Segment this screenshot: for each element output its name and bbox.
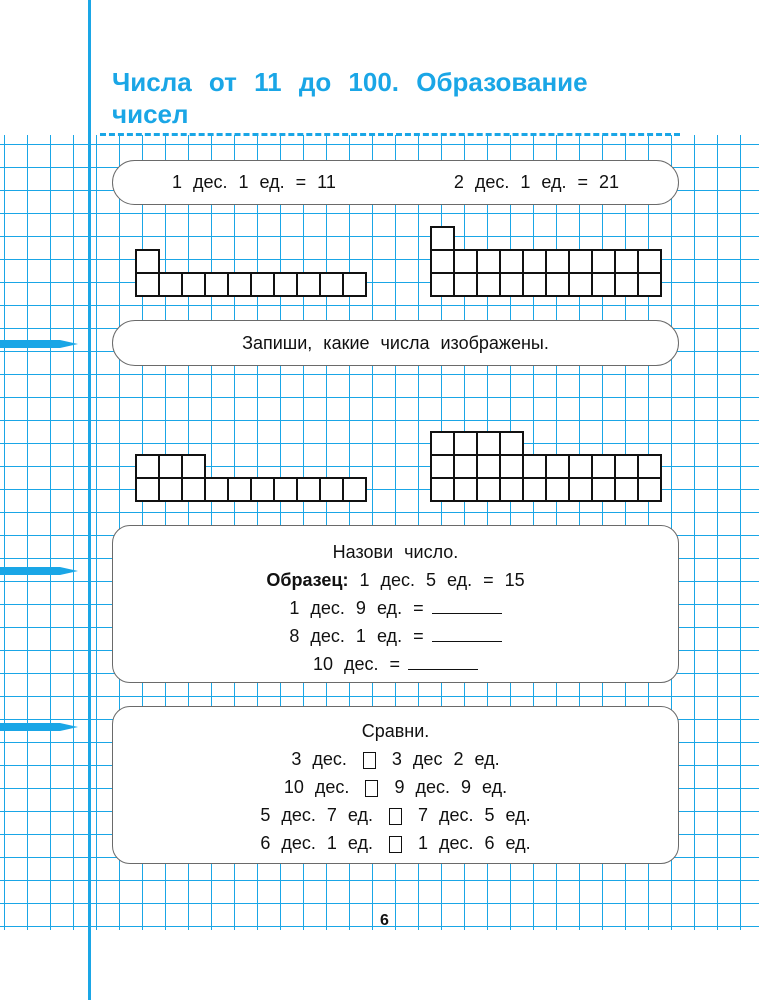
compare-row-4 [260,829,530,857]
ten-block-cell [159,273,182,296]
ten-block-cell [343,273,366,296]
one-block-cell [454,432,477,455]
answer-blank[interactable] [408,653,478,670]
ten-block-cell [477,455,500,478]
ten-block-cell [638,273,661,296]
ten-block-cell [228,273,251,296]
ten-block-cell [638,455,661,478]
ten-block-cell [182,478,205,501]
ten-block-cell [523,273,546,296]
title-separator [100,133,680,136]
ten-block-cell [343,478,366,501]
one-block-cell [159,455,182,478]
compare-box[interactable] [389,836,402,853]
one-block-cell [431,227,454,250]
task2-sample [266,566,524,594]
ten-block-cell [274,478,297,501]
block-figure-1 [135,249,365,297]
ten-block-cell [615,478,638,501]
ten-block-cell [454,250,477,273]
task2-heading: Назови число. [332,542,459,562]
task2-box [112,525,679,683]
ten-block-cell [136,273,159,296]
ten-block-cell [569,250,592,273]
task2-item-1 [289,594,501,622]
one-block-cell [477,432,500,455]
ten-block-cell [136,478,159,501]
example-box [112,160,679,205]
task2-item-3-text: 10 дес. = [312,654,401,674]
ten-block-cell [592,250,615,273]
ten-block-cell [546,250,569,273]
block-figure-4 [430,431,660,502]
ten-block-cell [477,250,500,273]
ten-block-cell [569,273,592,296]
ten-block-cell [615,250,638,273]
compare-left: 5 дес. 7 ед. [260,805,373,825]
ten-block-cell [500,455,523,478]
ten-block-cell [477,273,500,296]
ten-block-cell [546,478,569,501]
page-number: 6 [380,912,389,929]
pencil-arrow-icon [0,337,78,351]
ten-block-cell [638,478,661,501]
ten-block-cell [431,250,454,273]
page-title: Числа от 11 до 100. Образование чисел [112,67,588,129]
one-block-cell [431,432,454,455]
ten-block-cell [454,455,477,478]
one-block-cell [500,432,523,455]
block-figure-3 [135,454,365,502]
one-block-cell [136,455,159,478]
example-right: 2 дес. 1 ед. = 21 [453,172,620,192]
ten-block-cell [523,478,546,501]
ten-block-cell [228,478,251,501]
block-figure-2 [430,226,660,297]
ten-block-cell [500,250,523,273]
ten-block-cell [546,273,569,296]
ten-block-cell [546,455,569,478]
ten-block-cell [297,478,320,501]
ten-block-cell [500,273,523,296]
margin-line [88,0,91,1000]
task2-item-2 [289,622,501,650]
compare-box[interactable] [389,808,402,825]
example-left: 1 дес. 1 ед. = 11 [171,172,336,192]
answer-blank[interactable] [432,597,502,614]
compare-left: 10 дес. [283,777,350,797]
ten-block-cell [592,455,615,478]
ten-block-cell [569,455,592,478]
one-block-cell [182,455,205,478]
task2-item-2-text: 8 дес. 1 ед. = [289,626,424,646]
task3-box [112,706,679,864]
compare-right: 1 дес. 6 ед. [418,833,531,853]
ten-block-cell [569,478,592,501]
ten-block-cell [205,478,228,501]
compare-box[interactable] [363,752,376,769]
ten-block-cell [297,273,320,296]
ten-block-cell [205,273,228,296]
ten-block-cell [477,478,500,501]
ten-block-cell [431,455,454,478]
pencil-arrow-icon [0,720,78,734]
compare-right: 9 дес. 9 ед. [394,777,508,797]
ten-block-cell [251,478,274,501]
task2-item-3 [313,650,478,678]
ten-block-cell [500,478,523,501]
ten-block-cell [638,250,661,273]
task2-sample-label: Образец: [266,570,349,590]
compare-row-2 [284,773,507,801]
task1-instruction: Запиши, какие числа изображены. [242,332,549,353]
ten-block-cell [431,478,454,501]
compare-right: 3 дес 2 ед. [391,749,500,769]
ten-block-cell [274,273,297,296]
ten-block-cell [592,478,615,501]
ten-block-cell [251,273,274,296]
ten-block-cell [454,478,477,501]
ten-block-cell [454,273,477,296]
ten-block-cell [523,250,546,273]
ten-block-cell [159,478,182,501]
task2-item-1-text: 1 дес. 9 ед. = [289,598,424,618]
ten-block-cell [523,455,546,478]
compare-left: 3 дес. [291,749,347,769]
compare-row-1 [291,745,499,773]
ten-block-cell [615,455,638,478]
ten-block-cell [592,273,615,296]
ten-block-cell [320,478,343,501]
task1-instruction-box [112,320,679,366]
task2-sample-value: 1 дес. 5 ед. = 15 [359,570,525,590]
task3-heading: Сравни. [361,721,430,741]
compare-box[interactable] [365,780,378,797]
ten-block-cell [320,273,343,296]
one-block-cell [136,250,159,273]
ten-block-cell [431,273,454,296]
compare-right: 7 дес. 5 ед. [418,805,531,825]
pencil-arrow-icon [0,564,78,578]
ten-block-cell [615,273,638,296]
answer-blank[interactable] [432,625,502,642]
compare-left: 6 дес. 1 ед. [260,833,373,853]
ten-block-cell [182,273,205,296]
compare-row-3 [260,801,530,829]
